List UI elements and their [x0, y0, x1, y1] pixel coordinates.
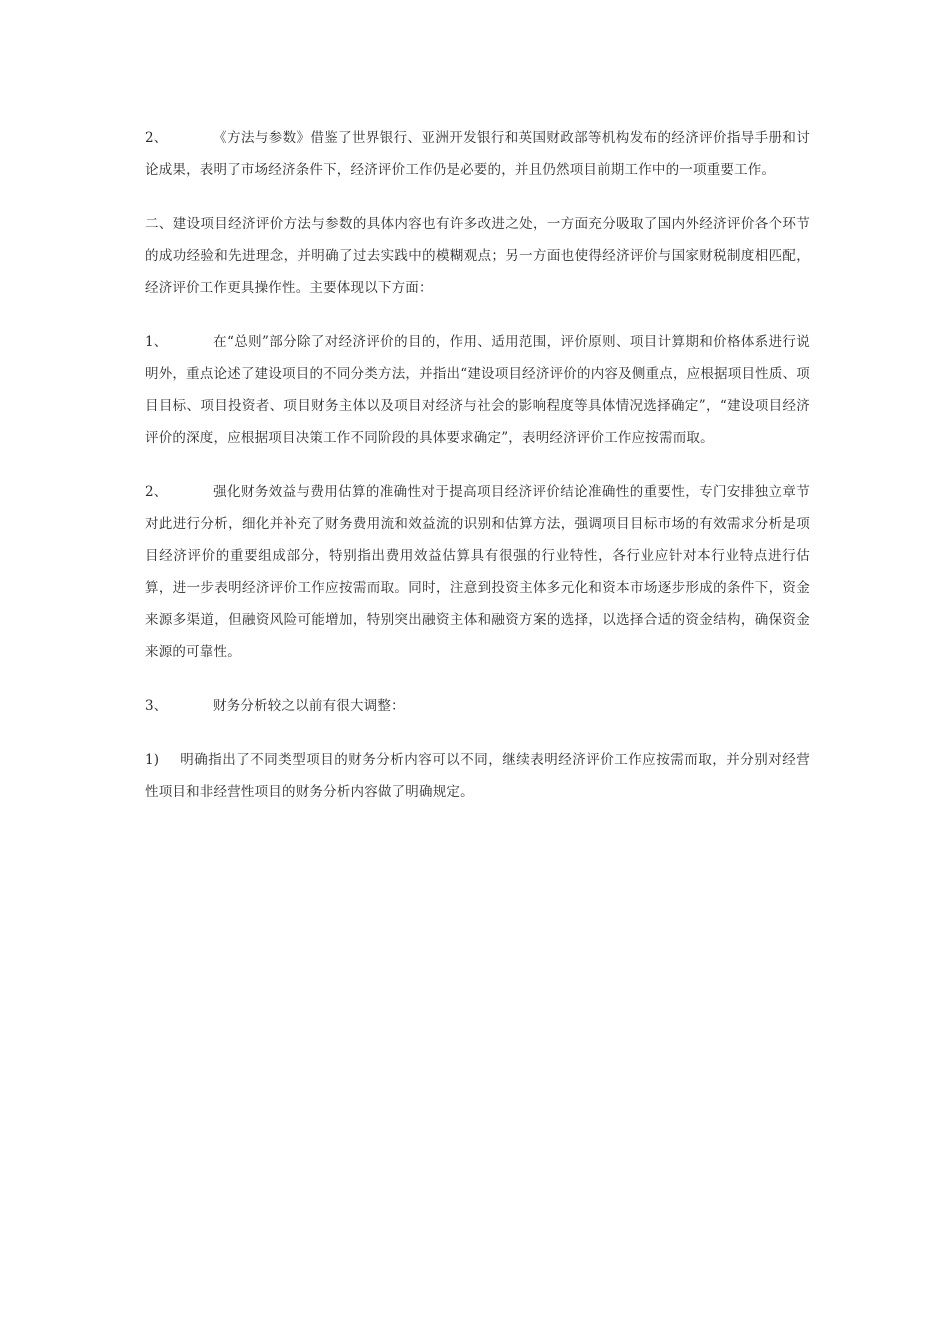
paragraph-general-rules — [145, 326, 810, 454]
paragraph-section-two — [145, 208, 810, 304]
paragraph-text: 明确指出了不同类型项目的财务分析内容可以不同，继续表明经济评价工作应按需而取，并分别对经营性项目和非经营性项目的财务分析内容做了明确规定。 — [145, 752, 810, 800]
paragraph-text: 二、建设项目经济评价方法与参数的具体内容也有许多改进之处，一方面充分吸取了国内外经济评价各个环节的成功经验和先进理念，并明确了过去实践中的模糊观点；另一方面也使得经济评价与国家财税制度相匹配，经济评价工作更具操作性。主要体现以下方面： — [145, 216, 810, 296]
paragraph-text: 财务分析较之以前有很大调整： — [213, 698, 405, 714]
paragraph-financial-analysis — [145, 690, 810, 722]
paragraph-number: 2、 — [145, 484, 168, 500]
paragraph-method-parameters — [145, 122, 810, 186]
paragraph-number: 1) — [145, 752, 160, 768]
paragraph-financial-estimation — [145, 476, 810, 668]
document-body — [145, 122, 810, 830]
paragraph-number: 3、 — [145, 698, 168, 714]
paragraph-subitem-one — [145, 744, 810, 808]
paragraph-text: 强化财务效益与费用估算的准确性对于提高项目经济评价结论准确性的重要性，专门安排独立章节对此进行分析，细化并补充了财务费用流和效益流的识别和估算方法，强调项目目标市场的有效需求分析是项目经济评价的重要组成部分，特别指出费用效益估算具有很强的行业特性，各行业应针对本行业特点进行估算，进一步表明经济评价工作应按需而取。同时，注意到投资主体多元化和资本市场逐步形成的条件下，资金来源多渠道，但融资风险可能增加，特别突出融资主体和融资方案的选择，以选择合适的资金结构，确保资金来源的可靠性。 — [145, 484, 810, 660]
paragraph-text: 《方法与参数》借鉴了世界银行、亚洲开发银行和英国财政部等机构发布的经济评价指导手册和讨论成果，表明了市场经济条件下，经济评价工作仍是必要的，并且仍然项目前期工作中的一项重要工作。 — [145, 130, 810, 178]
paragraph-number: 1、 — [145, 334, 168, 350]
paragraph-text: 在“总则”部分除了对经济评价的目的，作用、适用范围，评价原则、项目计算期和价格体系进行说明外，重点论述了建设项目的不同分类方法，并指出“建设项目经济评价的内容及侧重点，应根据项目性质、项目目标、项目投资者、项目财务主体以及项目对经济与社会的影响程度等具体情况选择确定”，“建设项目经济评价的深度，应根据项目决策工作不同阶段的具体要求确定”，表明经济评价工作应按需而取。 — [145, 334, 810, 446]
paragraph-number: 2、 — [145, 130, 168, 146]
